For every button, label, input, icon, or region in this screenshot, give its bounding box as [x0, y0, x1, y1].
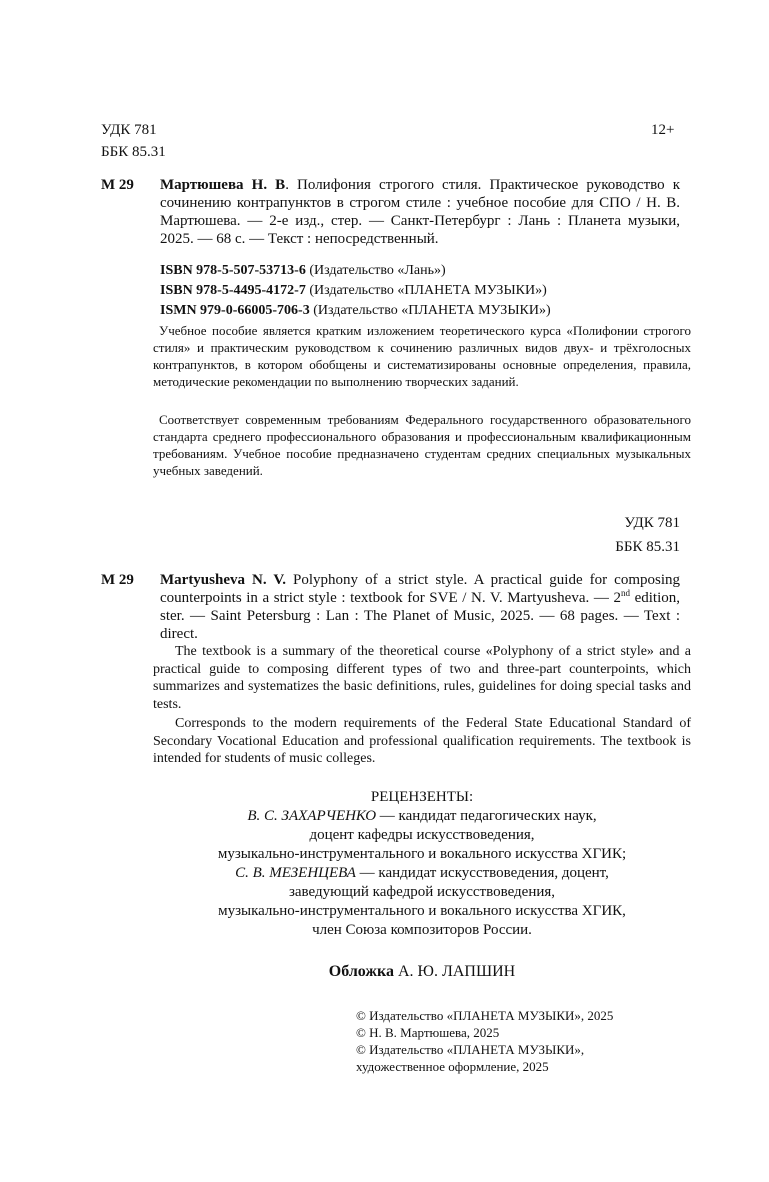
reviewers-title: РЕЦЕНЗЕНТЫ:	[370, 789, 474, 805]
en-author-mark: М 29	[101, 572, 134, 588]
en-udk-code: УДК 781	[624, 515, 680, 531]
ru-author-mark: М 29	[101, 177, 134, 193]
bbk-code: ББК 85.31	[101, 144, 166, 160]
ismn-planeta: ISMN 979-0-66005-706-3 (Издательство «ПЛАНЕТА МУЗЫКИ»)	[160, 303, 551, 318]
copyright-line: © Издательство «ПЛАНЕТА МУЗЫКИ»,	[356, 1042, 585, 1057]
reviewer-1: В. С. ЗАХАРЧЕНКО — кандидат педагогических наук,	[247, 808, 597, 824]
copyright-line: © Н. В. Мартюшева, 2025	[356, 1025, 500, 1040]
copyright-line: художественное оформление, 2025	[356, 1059, 549, 1074]
en-abstract-2: Corresponds to the modern requirements of the Federal State Educational Standard of Secondary Vocational Education and professional qualification requirements. The textbook is intended for students of music colleges.	[153, 716, 691, 766]
isbn-planeta: ISBN 978-5-4495-4172-7 (Издательство «ПЛАНЕТА МУЗЫКИ»)	[160, 283, 547, 298]
ru-abstract-1: Учебное пособие является кратким изложением теоретического курса «Полифонии строгого стиля» и практическим руководством к сочинению различных видов двух- и трёхголосных контрапунктов, в котором обобщены и систематизированы основные определения, правила, методические рекомендации по выполнению творческих заданий.	[153, 323, 691, 389]
ru-description: Полифония строгого стиля. Практическое руководство к сочинению контрапунктов в строгом стиле : учебное пособие для СПО / Н. В. Мартюшева. — 2-е изд., стер. — Санкт-Петербург : Лань : Планета музыки, 2025. — 68 с. — Текст : непосредственный.	[160, 177, 680, 247]
en-bibliographic-description: Martyusheva N. V. Polyphony of a strict style. A practical guide for composing counterpoints in a strict style : textbook for SVE / N. V. Martyusheva. — 2nd edition, ster. — Saint Petersburg : Lan : The Planet of Music, 2025. — 68 pages. — Text : direct.	[160, 572, 681, 642]
udk-code: УДК 781	[101, 122, 157, 138]
en-bbk-code: ББК 85.31	[615, 539, 680, 555]
en-abstract-1: The textbook is a summary of the theoretical course «Polyphony of a strict style» and a practical guide to composing different types of two and three-part counterpoints, which summarizes and systematizes the basic definitions, rules, guidelines for doing special tasks and tests.	[153, 644, 691, 712]
ru-abstract-2: Соответствует современным требованиям Федерального государственного образовательного стандарта среднего профессионального образования и профессиональным квалификационным требованиям. Учебное пособие предназначено студентам средних специальных музыкальных учебных заведений.	[153, 412, 691, 478]
ru-author: Мартюшева Н. В	[160, 177, 286, 193]
isbn-lan: ISBN 978-5-507-53713-6 (Издательство «Лань»)	[160, 263, 446, 278]
reviewer-2: С. В. МЕЗЕНЦЕВА — кандидат искусствоведения, доцент,	[235, 865, 609, 881]
age-rating: 12+	[651, 122, 675, 138]
reviewers-block: РЕЦЕНЗЕНТЫ: В. С. ЗАХАРЧЕНКО — кандидат педагогических наук, доцент кафедры искусствоведения, музыкально-инструментального и вокального искусства ХГИК; С. В. МЕЗЕНЦЕВА — кандидат искусствоведения, доцент, заведующий кафедрой искусствоведения, музыкально-инструментального и вокального искусства ХГИК, член Союза композиторов России.	[153, 788, 691, 939]
cover-credit: Обложка А. Ю. ЛАПШИН	[328, 963, 516, 980]
ru-bibliographic-description: Мартюшева Н. В. Полифония строгого стиля. Практическое руководство к сочинению контрапунктов в строгом стиле : учебное пособие для СПО / Н. В. Мартюшева. — 2-е изд., стер. — Санкт-Петербург : Лань : Планета музыки, 2025. — 68 с. — Текст : непосредственный.	[160, 177, 680, 247]
copyright-line: © Издательство «ПЛАНЕТА МУЗЫКИ», 2025	[356, 1008, 614, 1023]
en-author: Martyusheva N. V.	[160, 572, 287, 588]
copyright-block	[356, 1007, 613, 1075]
